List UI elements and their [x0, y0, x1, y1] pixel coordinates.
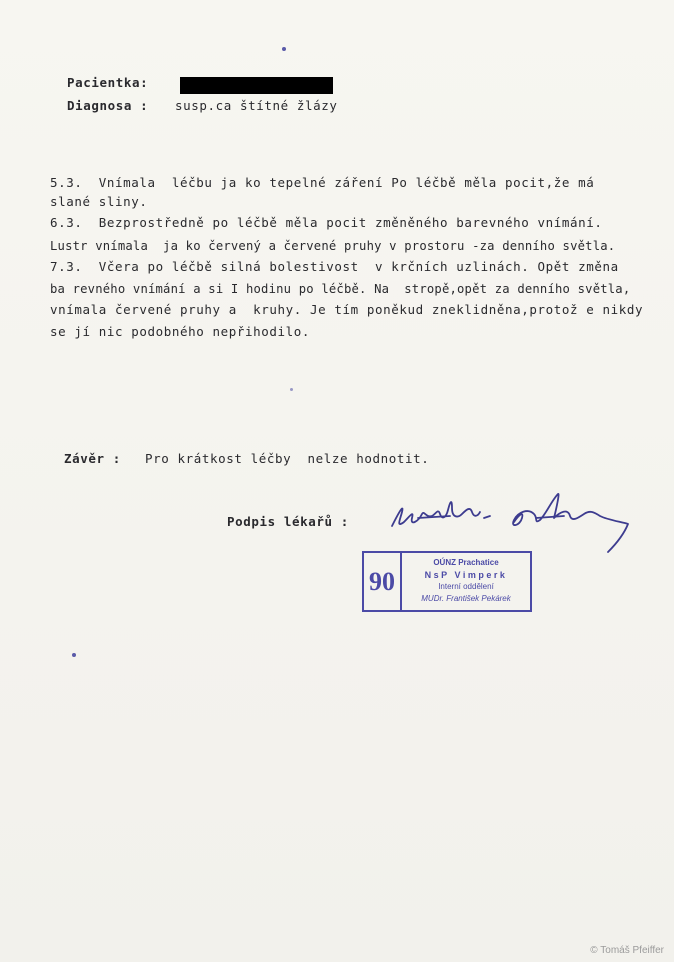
copyright-notice: © Tomáš Pfeiffer	[590, 945, 664, 956]
doctor-signatures	[388, 488, 636, 558]
ink-dot	[72, 653, 76, 657]
body-line: 5.3. Vnímala léčbu ja ko tepelné záření Po léčbě měla pocit,že má	[50, 175, 595, 190]
stamp-line: Interní oddělení	[438, 582, 494, 591]
body-line: 7.3. Včera po léčbě silná bolestivost v krčních uzlinách. Opět změna	[50, 259, 619, 274]
stamp-text	[404, 557, 528, 605]
conclusion-label: Závěr :	[64, 451, 121, 466]
hospital-stamp	[362, 551, 532, 612]
stamp-line: MUDr. František Pekárek	[421, 594, 511, 603]
signature-label: Podpis lékařů :	[227, 514, 349, 529]
body-line: ba revného vnímání a si I hodinu po léčbě. Na stropě,opět za denního světla,	[50, 282, 631, 296]
stamp-line: NsP Vimperk	[424, 570, 508, 580]
ink-dot	[282, 47, 286, 51]
body-line: slané sliny.	[50, 194, 148, 209]
body-line: 6.3. Bezprostředně po léčbě měla pocit změněného barevného vnímání.	[50, 215, 603, 230]
conclusion-text: Pro krátkost léčby nelze hodnotit.	[145, 451, 430, 466]
body-line: vnímala červené pruhy a kruhy. Je tím poněkud zneklidněna,protož e nikdy	[50, 302, 644, 317]
diagnosis-label: Diagnosa :	[67, 98, 149, 113]
stamp-number: 90	[364, 553, 402, 610]
stamp-line: OÚNZ Prachatice	[433, 558, 499, 567]
patient-label: Pacientka:	[67, 75, 149, 90]
redaction-bar	[180, 77, 333, 94]
diagnosis-value: susp.ca štítné žlázy	[175, 98, 338, 113]
body-line: Lustr vnímala ja ko červený a červené pruhy v prostoru -za denního světla.	[50, 239, 616, 253]
body-line: se jí nic podobného nepřihodilo.	[50, 324, 311, 339]
ink-dot	[290, 388, 293, 391]
